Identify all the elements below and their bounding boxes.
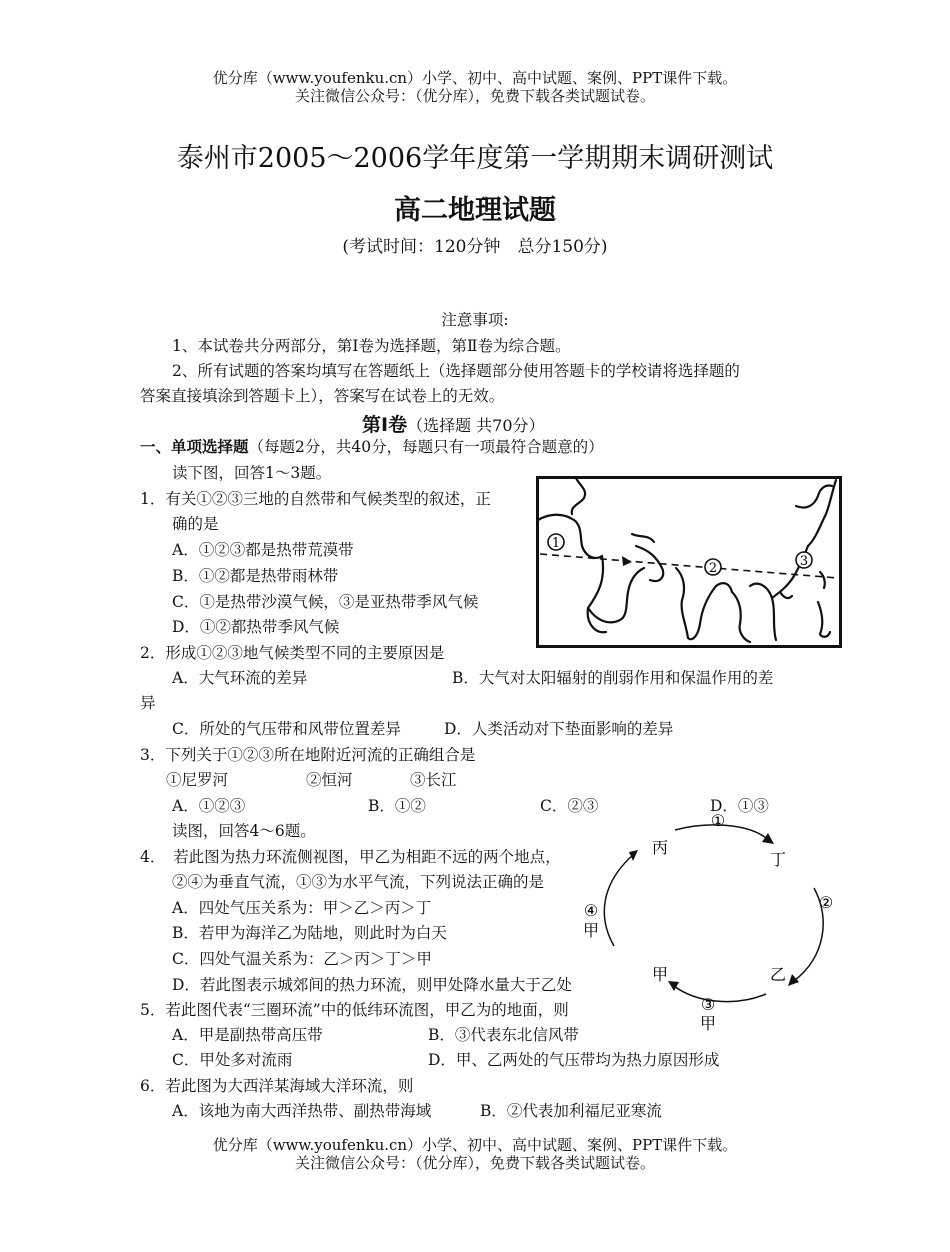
section-note: （每题2分，共40分，每题只有一项最符合题意的） — [248, 438, 604, 456]
point-label-bing: 丙 — [651, 838, 669, 857]
point-label-jia-bottom: 甲 — [699, 1014, 717, 1033]
part1-title: 第Ⅰ卷 — [362, 414, 408, 436]
point-label-jia-mid: 甲 — [582, 921, 600, 940]
q1-option-b: B．①②都是热带雨林带 — [172, 567, 339, 585]
q2-option-b-a: B．大气对太阳辐射的削弱作用和保温作用的差 — [452, 669, 774, 687]
footer-line-1: 优分库（www.youfenku.cn）小学、初中、高中试题、案例、PPT课件下载。 — [212, 1136, 738, 1154]
flow-arc-3 — [674, 986, 766, 1002]
group1-intro: 读下图，回答1～3题。 — [172, 464, 332, 482]
q6-stem: 6．若此图为大西洋某海域大洋环流，则 — [140, 1077, 414, 1095]
map-marker-2-label: 2 — [708, 561, 718, 576]
q4-stem-b: ②④为垂直气流，①③为水平气流，下列说法正确的是 — [172, 873, 545, 891]
section-title: 一、单项选择题 — [140, 438, 249, 456]
q4-option-b: B．若甲为海洋乙为陆地，则此时为白天 — [172, 924, 447, 942]
flow-label-1: ① — [710, 811, 726, 830]
flow-arc-4 — [604, 854, 634, 946]
q3-item-3: ③长江 — [410, 771, 457, 789]
circulation-diagram — [578, 806, 844, 1038]
part1-heading — [362, 410, 545, 437]
q2-option-a: A．大气环流的差异 — [172, 669, 308, 687]
q2-stem: 2．形成①②③地气候类型不同的主要原因是 — [140, 644, 445, 662]
section-heading — [140, 437, 604, 457]
map-marker-3-label: 3 — [799, 554, 809, 569]
notice-heading: 注意事项: — [441, 311, 509, 329]
q3-item-2: ②恒河 — [306, 771, 353, 789]
point-label-yi: 乙 — [769, 965, 787, 984]
header-line-2: 关注微信公众号：（优分库），免费下载各类试题试卷。 — [294, 87, 655, 105]
q3-option-d: D．①③ — [710, 797, 769, 815]
q2-option-d: D．人类活动对下垫面影响的差异 — [444, 720, 674, 738]
asia-africa-map — [536, 476, 842, 648]
q3-stem: 3．下列关于①②③所在地附近河流的正确组合是 — [140, 746, 476, 764]
q5-stem: 5．若此图代表“三圈环流”中的低纬环流图，甲乙为的地面，则 — [140, 1001, 569, 1019]
part1-note: （选择题 共70分） — [407, 416, 545, 435]
q4-option-d: D．若此图表示城郊间的热力环流，则甲处降水量大于乙处 — [172, 976, 572, 994]
map-marker-1-label: 1 — [551, 536, 561, 551]
point-label-jia: 甲 — [651, 965, 669, 984]
flow-label-2: ② — [818, 893, 834, 912]
q4-option-a: A．四处气压关系为：甲＞乙＞丙＞丁 — [172, 899, 432, 917]
notice-item-2a: 2、所有试题的答案均填写在答题纸上（选择题部分使用答题卡的学校请将选择题的 — [172, 362, 740, 380]
notice-item-1: 1、本试卷共分两部分，第Ⅰ卷为选择题，第Ⅱ卷为综合题。 — [172, 337, 571, 355]
q5-option-d: D．甲、乙两处的气压带均为热力原因形成 — [428, 1051, 720, 1069]
q1-option-a: A．①②③都是热带荒漠带 — [172, 541, 354, 559]
exam-info: (考试时间：120分钟 总分150分) — [342, 237, 608, 257]
q5-option-b: B．③代表东北信风带 — [428, 1026, 579, 1044]
point-label-ding: 丁 — [769, 850, 787, 869]
flow-label-4: ④ — [583, 901, 599, 920]
header-line-1: 优分库（www.youfenku.cn）小学、初中、高中试题、案例、PPT课件下载。 — [212, 69, 738, 87]
q1-stem-a: 1．有关①②③三地的自然带和气候类型的叙述，正 — [140, 490, 491, 508]
subject-title: 高二地理试题 — [394, 195, 556, 226]
q1-option-d: D．①②都热带季风气候 — [172, 618, 340, 636]
exam-title: 泰州市2005～2006学年度第一学期期末调研测试 — [176, 143, 774, 174]
q5-option-c: C．甲处多对流雨 — [172, 1051, 293, 1069]
arrow-icon — [762, 833, 774, 844]
q1-option-c: C．①是热带沙漠气候，③是亚热带季风气候 — [172, 593, 479, 611]
q1-stem-b: 确的是 — [172, 515, 219, 533]
q3-option-a: A．①②③ — [172, 797, 246, 815]
footer-line-2: 关注微信公众号：（优分库），免费下载各类试题试卷。 — [294, 1154, 655, 1172]
group2-intro: 读图，回答4～6题。 — [172, 822, 316, 840]
q6-option-a: A．该地为南大西洋热带、副热带海域 — [172, 1102, 432, 1120]
q4-stem-a: 4． 若此图为热力环流侧视图，甲乙为相距不远的两个地点， — [140, 848, 561, 866]
arrow-icon — [629, 850, 638, 861]
q2-option-c: C．所处的气压带和风带位置差异 — [172, 720, 401, 738]
q6-option-b: B．②代表加利福尼亚寒流 — [480, 1102, 662, 1120]
notice-item-2b: 答案直接填涂到答题卡上），答案写在试卷上的无效。 — [140, 387, 505, 405]
q5-option-a: A．甲是副热带高压带 — [172, 1026, 323, 1044]
q2-option-b-b: 异 — [140, 694, 156, 712]
arrow-icon — [788, 974, 799, 986]
q3-item-1: ①尼罗河 — [166, 771, 229, 789]
arrow-icon — [668, 981, 679, 991]
q3-option-b: B．①② — [368, 797, 426, 815]
flow-label-3: ③ — [700, 995, 716, 1014]
q3-option-c: C．②③ — [540, 797, 599, 815]
q4-option-c: C．四处气温关系为：乙＞丙＞丁＞甲 — [172, 950, 432, 968]
